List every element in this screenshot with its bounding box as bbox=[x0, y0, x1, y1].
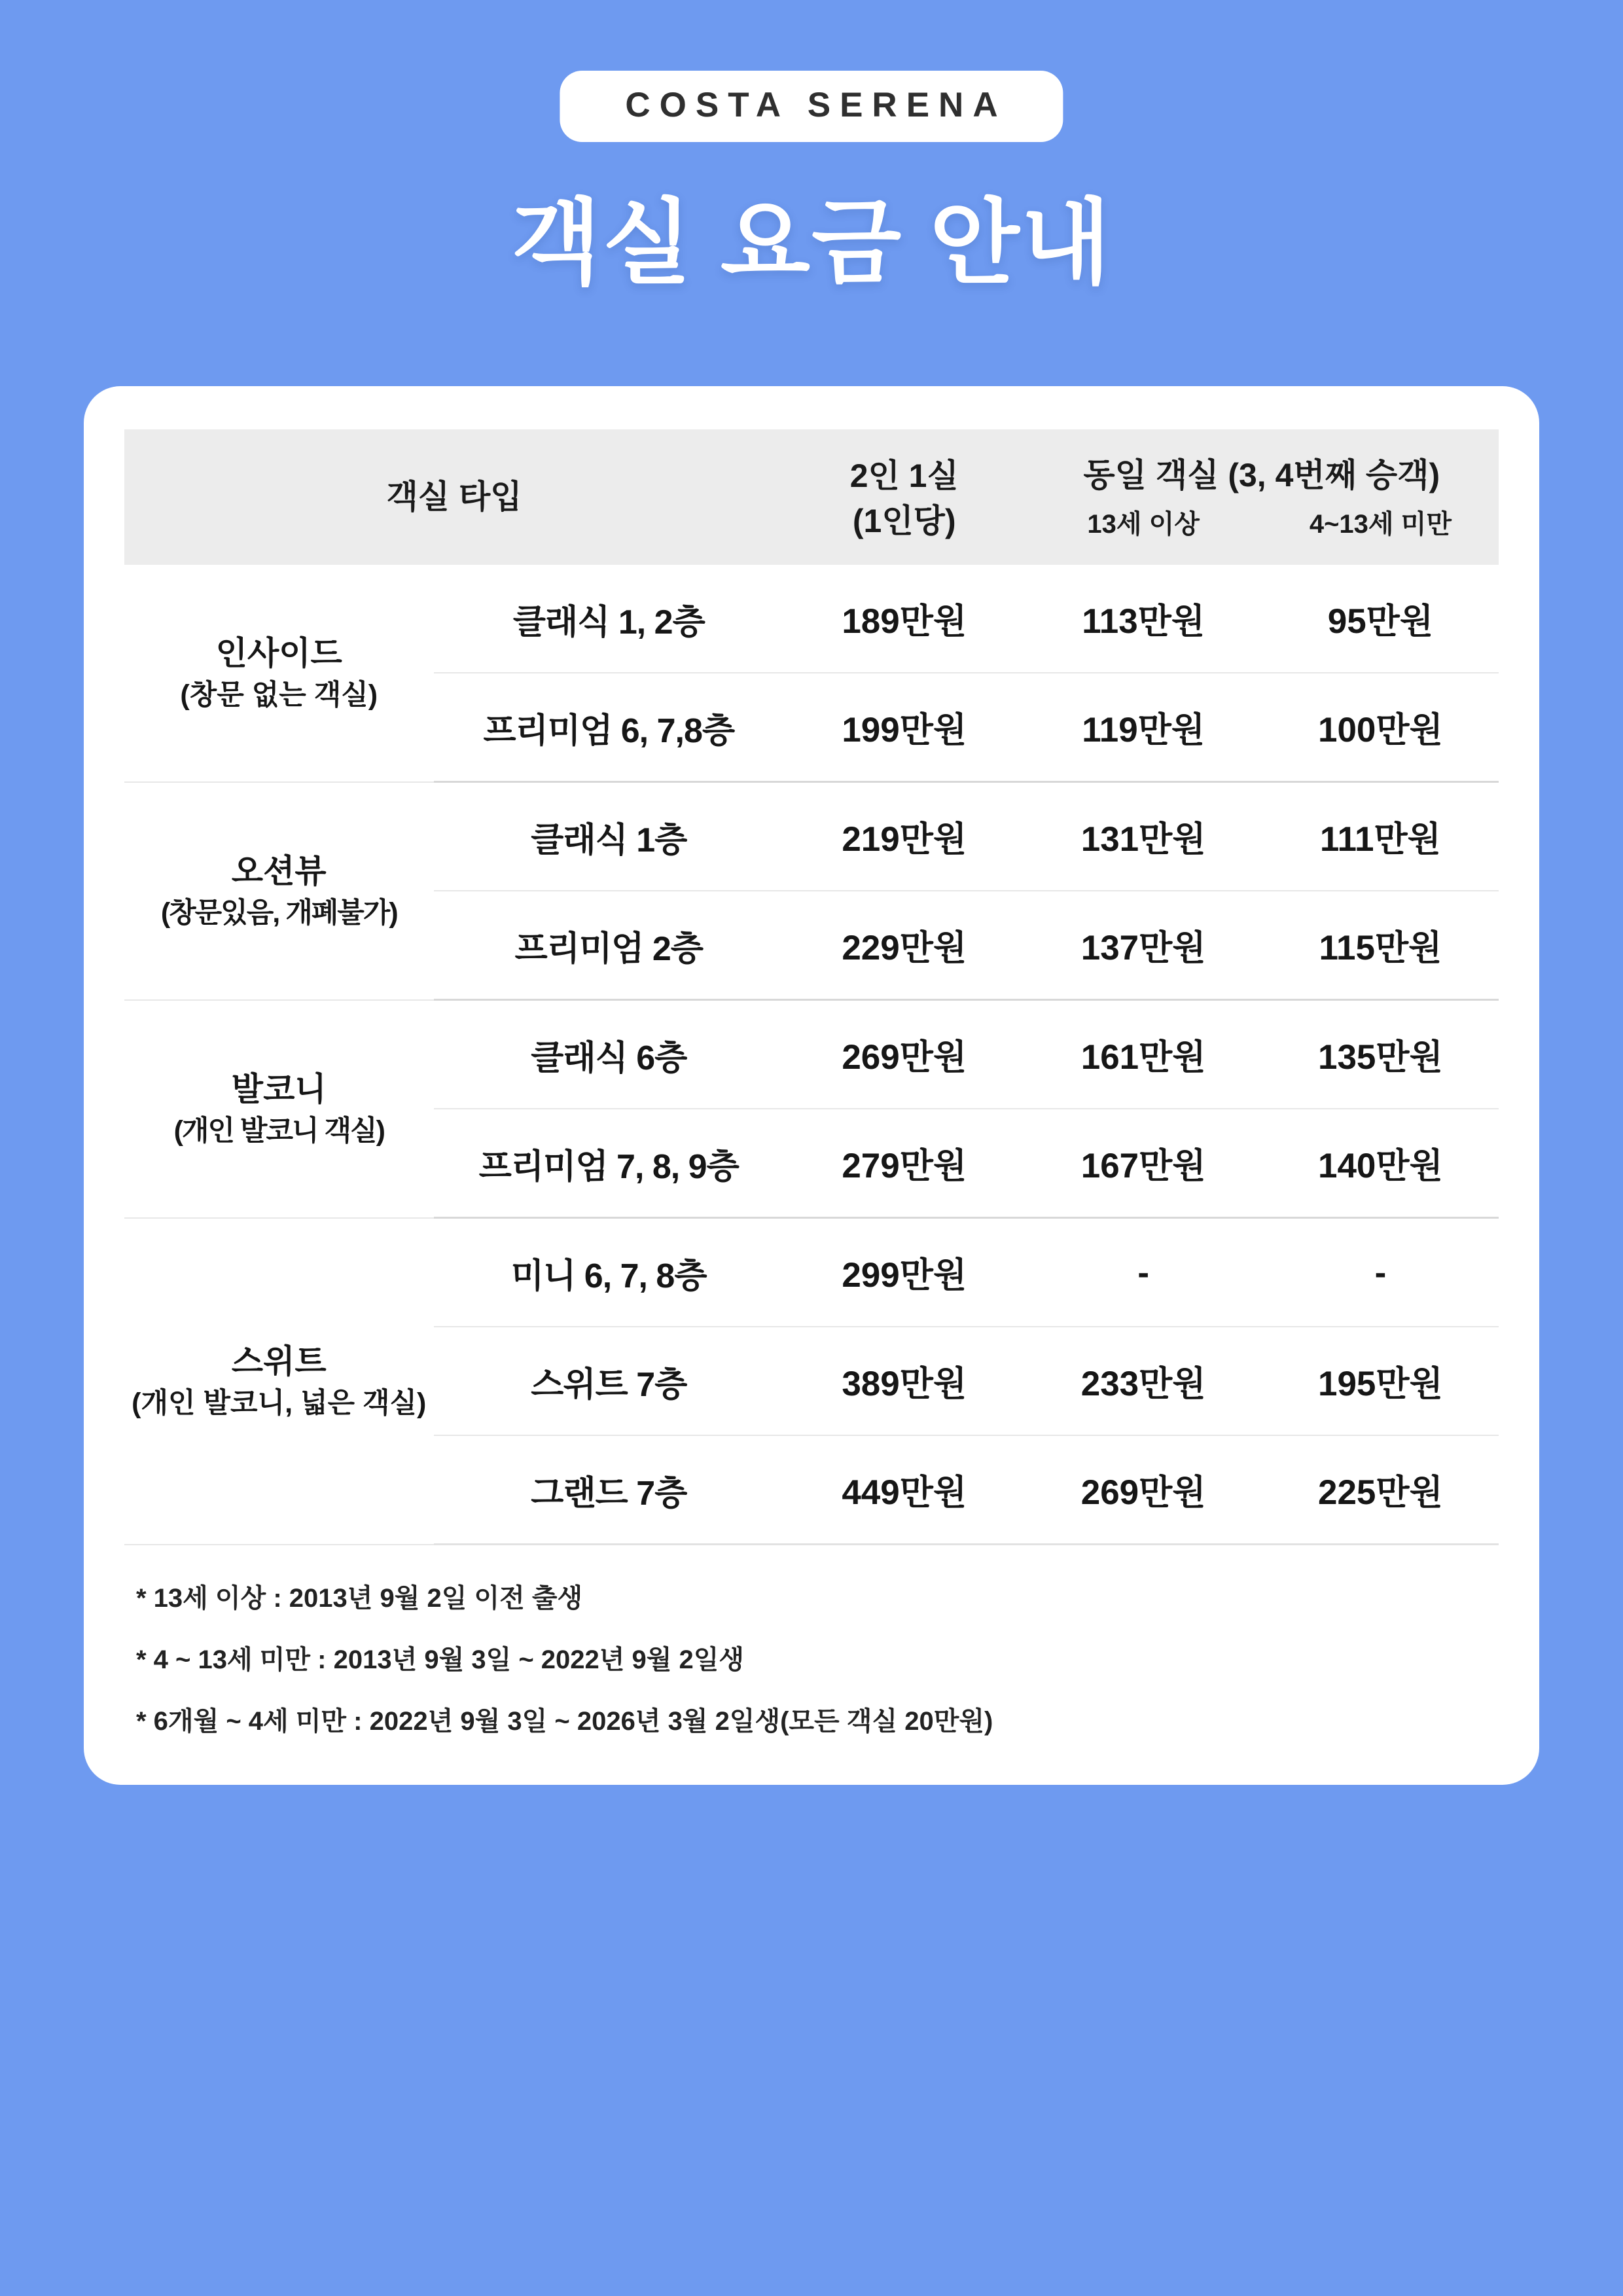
price-double: 189만원 bbox=[784, 565, 1025, 673]
column-header-adult: 13세 이상 bbox=[1025, 497, 1262, 565]
group-label-inside bbox=[124, 565, 434, 782]
column-header-double-occupancy-main: 2인 1실 bbox=[849, 457, 959, 494]
table-row bbox=[124, 1218, 1499, 1327]
rate-card bbox=[84, 386, 1539, 1785]
price-child: 115만원 bbox=[1262, 891, 1499, 1000]
price-double: 449만원 bbox=[784, 1435, 1025, 1545]
group-name: 인사이드 bbox=[215, 634, 342, 672]
room-type: 스위트 7층 bbox=[434, 1327, 785, 1435]
room-type: 프리미엄 2층 bbox=[434, 891, 785, 1000]
price-double: 199만원 bbox=[784, 673, 1025, 782]
group-label-suite bbox=[124, 1218, 434, 1545]
table-header bbox=[124, 429, 1499, 565]
group-sub: (개인 발코니 객실) bbox=[173, 1115, 384, 1147]
table-row bbox=[124, 1000, 1499, 1109]
footnotes bbox=[124, 1581, 1499, 1739]
group-label-oceanview bbox=[124, 782, 434, 1000]
footnote-adult: * 13세 이상 : 2013년 9월 2일 이전 출생 bbox=[136, 1584, 583, 1613]
price-adult: 161만원 bbox=[1025, 1000, 1262, 1109]
price-double: 389만원 bbox=[784, 1327, 1025, 1435]
room-type: 그랜드 7층 bbox=[434, 1435, 785, 1545]
price-double: 299만원 bbox=[784, 1218, 1025, 1327]
price-double: 269만원 bbox=[784, 1000, 1025, 1109]
brand-name: COSTA SERENA bbox=[560, 71, 1063, 142]
group-sub: (개인 발코니, 넓은 객실) bbox=[132, 1387, 427, 1419]
price-adult: - bbox=[1025, 1218, 1262, 1327]
table-row bbox=[124, 782, 1499, 891]
table-row bbox=[124, 565, 1499, 673]
column-header-room-type: 객실 타입 bbox=[124, 429, 784, 565]
price-adult: 233만원 bbox=[1025, 1327, 1262, 1435]
price-child: - bbox=[1262, 1218, 1499, 1327]
price-adult: 167만원 bbox=[1025, 1109, 1262, 1218]
group-label-balcony bbox=[124, 1000, 434, 1218]
group-name: 발코니 bbox=[231, 1070, 327, 1107]
room-type: 프리미엄 7, 8, 9층 bbox=[434, 1109, 785, 1218]
price-adult: 119만원 bbox=[1025, 673, 1262, 782]
room-type: 프리미엄 6, 7,8층 bbox=[434, 673, 785, 782]
price-double: 279만원 bbox=[784, 1109, 1025, 1218]
price-adult: 137만원 bbox=[1025, 891, 1262, 1000]
footnote-infant: * 6개월 ~ 4세 미만 : 2022년 9월 3일 ~ 2026년 3월 2일생(모든 객실 20만원) bbox=[136, 1707, 993, 1736]
price-child: 111만원 bbox=[1262, 782, 1499, 891]
column-header-same-room: 동일 객실 (3, 4번째 승객) bbox=[1025, 429, 1499, 497]
group-sub: (창문있음, 개폐불가) bbox=[160, 897, 397, 929]
room-type: 미니 6, 7, 8층 bbox=[434, 1218, 785, 1327]
price-child: 95만원 bbox=[1262, 565, 1499, 673]
page-title: 객실 요금 안내 bbox=[511, 191, 1112, 295]
group-name: 오션뷰 bbox=[231, 852, 327, 889]
column-header-double-occupancy bbox=[784, 429, 1025, 565]
price-adult: 269만원 bbox=[1025, 1435, 1262, 1545]
price-adult: 113만원 bbox=[1025, 565, 1262, 673]
column-header-double-occupancy-sub: (1인당) bbox=[852, 502, 956, 539]
rate-table bbox=[124, 429, 1499, 1545]
room-type: 클래식 1층 bbox=[434, 782, 785, 891]
price-double: 219만원 bbox=[784, 782, 1025, 891]
footnote-child: * 4 ~ 13세 미만 : 2013년 9월 3일 ~ 2022년 9월 2일생 bbox=[136, 1645, 745, 1674]
price-double: 229만원 bbox=[784, 891, 1025, 1000]
group-sub: (창문 없는 객실) bbox=[180, 679, 378, 711]
group-name: 스위트 bbox=[231, 1342, 327, 1380]
column-header-child: 4~13세 미만 bbox=[1262, 497, 1499, 565]
price-child: 140만원 bbox=[1262, 1109, 1499, 1218]
price-adult: 131만원 bbox=[1025, 782, 1262, 891]
room-type: 클래식 6층 bbox=[434, 1000, 785, 1109]
price-child: 100만원 bbox=[1262, 673, 1499, 782]
room-type: 클래식 1, 2층 bbox=[434, 565, 785, 673]
price-child: 135만원 bbox=[1262, 1000, 1499, 1109]
price-child: 195만원 bbox=[1262, 1327, 1499, 1435]
price-child: 225만원 bbox=[1262, 1435, 1499, 1545]
table-body bbox=[124, 565, 1499, 1545]
